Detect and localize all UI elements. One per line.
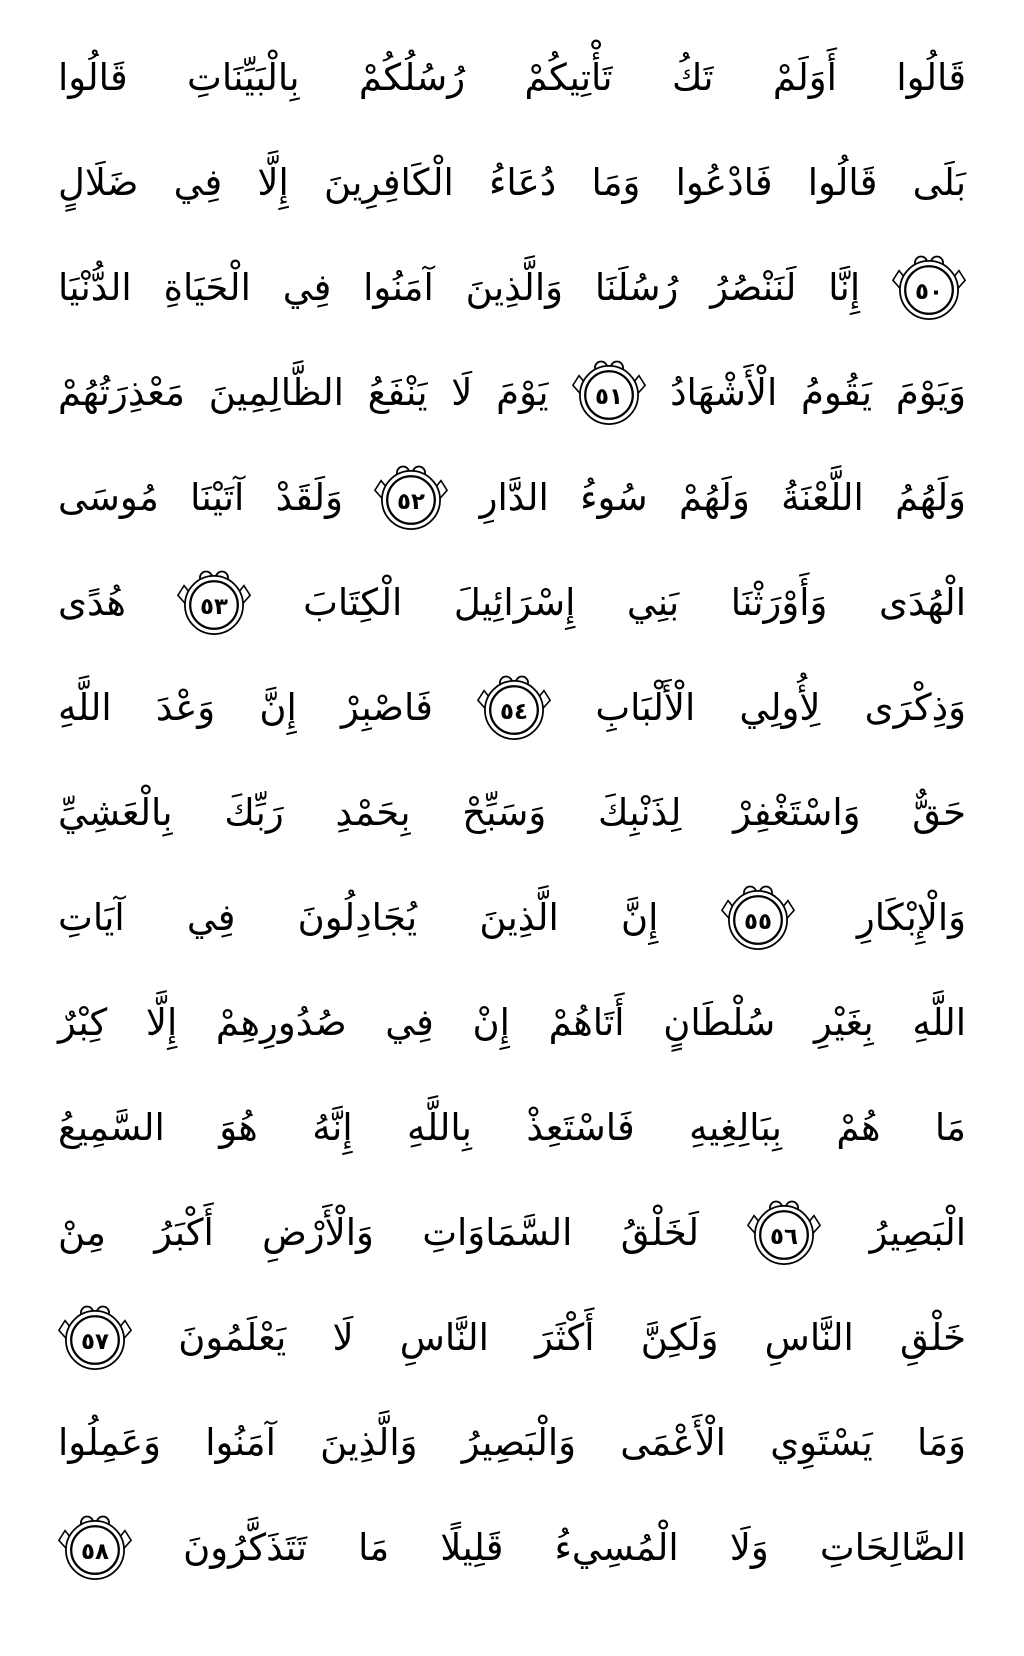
- mushaf-line: [58, 1390, 966, 1495]
- ayah-number: ٥٧: [81, 1328, 109, 1355]
- ayah-end-marker: [58, 1513, 132, 1587]
- ayah-end-marker: [177, 568, 251, 642]
- ayah-text: اللَّهِ بِغَيْرِ سُلْطَانٍ أَتَاهُمْ إِنْ فِي صُدُورِهِمْ إِلَّا كِبْرٌ: [58, 1001, 966, 1044]
- ayah-number: ٥٤: [500, 698, 529, 725]
- ayah-number: ٥٢: [397, 488, 426, 515]
- mushaf-text-block: [58, 25, 966, 1600]
- ayah-text: يَوْمَ لَا يَنْفَعُ الظَّالِمِينَ مَعْذِرَتُهُمْ: [58, 371, 549, 414]
- ayah-text: لَخَلْقُ السَّمَاوَاتِ وَالْأَرْضِ أَكْبَرُ مِنْ: [58, 1211, 699, 1254]
- ayah-text: بَلَى قَالُوا فَادْعُوا وَمَا دُعَاءُ الْكَافِرِينَ إِلَّا فِي ضَلَالٍ: [58, 161, 966, 204]
- ayah-text: وَيَوْمَ يَقُومُ الْأَشْهَادُ: [670, 371, 967, 414]
- mushaf-line: [58, 1180, 966, 1285]
- mushaf-line: [58, 1495, 966, 1600]
- mushaf-line: [58, 1285, 966, 1390]
- ayah-number: ٥٠: [915, 278, 943, 305]
- ayah-text: الْبَصِيرُ: [869, 1211, 967, 1254]
- mushaf-line: [58, 865, 966, 970]
- ayah-text: مَا هُمْ بِبَالِغِيهِ فَاسْتَعِذْ بِاللَّهِ إِنَّهُ هُوَ السَّمِيعُ: [58, 1106, 966, 1149]
- ayah-marker-ornament-icon: [892, 253, 966, 327]
- mushaf-line: [58, 25, 966, 130]
- ayah-text: خَلْقِ النَّاسِ وَلَكِنَّ أَكْثَرَ النَّاسِ لَا يَعْلَمُونَ: [178, 1316, 966, 1359]
- ayah-text: إِنَّ الَّذِينَ يُجَادِلُونَ فِي آيَاتِ: [58, 896, 659, 939]
- ayah-number: ٥٣: [200, 593, 229, 620]
- ayah-text: فَاصْبِرْ إِنَّ وَعْدَ اللَّهِ: [58, 686, 433, 729]
- ayah-text: وَمَا يَسْتَوِي الْأَعْمَى وَالْبَصِيرُ وَالَّذِينَ آمَنُوا وَعَمِلُوا: [58, 1421, 966, 1464]
- ayah-text: وَلَقَدْ آتَيْنَا مُوسَى: [58, 476, 343, 519]
- mushaf-line: [58, 130, 966, 235]
- ayah-end-marker: [721, 883, 795, 957]
- ayah-text: قَالُوا أَوَلَمْ تَكُ تَأْتِيكُمْ رُسُلُكُمْ بِالْبَيِّنَاتِ قَالُوا: [58, 56, 966, 99]
- mushaf-line: [58, 340, 966, 445]
- ayah-marker-ornament-icon: [374, 463, 448, 537]
- ayah-text: حَقٌّ وَاسْتَغْفِرْ لِذَنْبِكَ وَسَبِّحْ بِحَمْدِ رَبِّكَ بِالْعَشِيِّ: [58, 791, 966, 834]
- ayah-number: ٥٦: [770, 1223, 799, 1250]
- mushaf-line: [58, 760, 966, 865]
- ayah-text: هُدًى: [58, 581, 126, 624]
- ayah-marker-ornament-icon: [747, 1198, 821, 1272]
- ayah-text: وَالْإِبْكَارِ: [856, 896, 966, 939]
- ayah-text: الْهُدَى وَأَوْرَثْنَا بَنِي إِسْرَائِيلَ الْكِتَابَ: [303, 581, 966, 624]
- ayah-text: الصَّالِحَاتِ وَلَا الْمُسِيءُ قَلِيلًا مَا تَتَذَكَّرُونَ: [183, 1526, 966, 1569]
- ayah-marker-ornament-icon: [58, 1513, 132, 1587]
- mushaf-line: [58, 655, 966, 760]
- mushaf-line: [58, 235, 966, 340]
- ayah-marker-ornament-icon: [721, 883, 795, 957]
- ayah-end-marker: [477, 673, 551, 747]
- ayah-end-marker: [58, 1303, 132, 1377]
- ayah-end-marker: [374, 463, 448, 537]
- mushaf-line: [58, 1075, 966, 1180]
- ayah-end-marker: [572, 358, 646, 432]
- ayah-marker-ornament-icon: [177, 568, 251, 642]
- ayah-number: ٥٨: [81, 1538, 109, 1565]
- ayah-text: وَذِكْرَى لِأُولِي الْأَلْبَابِ: [595, 686, 967, 729]
- mushaf-line: [58, 970, 966, 1075]
- mushaf-line: [58, 550, 966, 655]
- ayah-number: ٥١: [595, 383, 624, 410]
- ayah-end-marker: [892, 253, 966, 327]
- ayah-number: ٥٥: [743, 908, 772, 935]
- ayah-text: وَلَهُمُ اللَّعْنَةُ وَلَهُمْ سُوءُ الدَّارِ: [479, 476, 966, 519]
- ayah-text: إِنَّا لَنَنْصُرُ رُسُلَنَا وَالَّذِينَ آمَنُوا فِي الْحَيَاةِ الدُّنْيَا: [58, 266, 861, 309]
- ayah-marker-ornament-icon: [58, 1303, 132, 1377]
- ayah-marker-ornament-icon: [477, 673, 551, 747]
- ayah-end-marker: [747, 1198, 821, 1272]
- mushaf-line: [58, 445, 966, 550]
- ayah-marker-ornament-icon: [572, 358, 646, 432]
